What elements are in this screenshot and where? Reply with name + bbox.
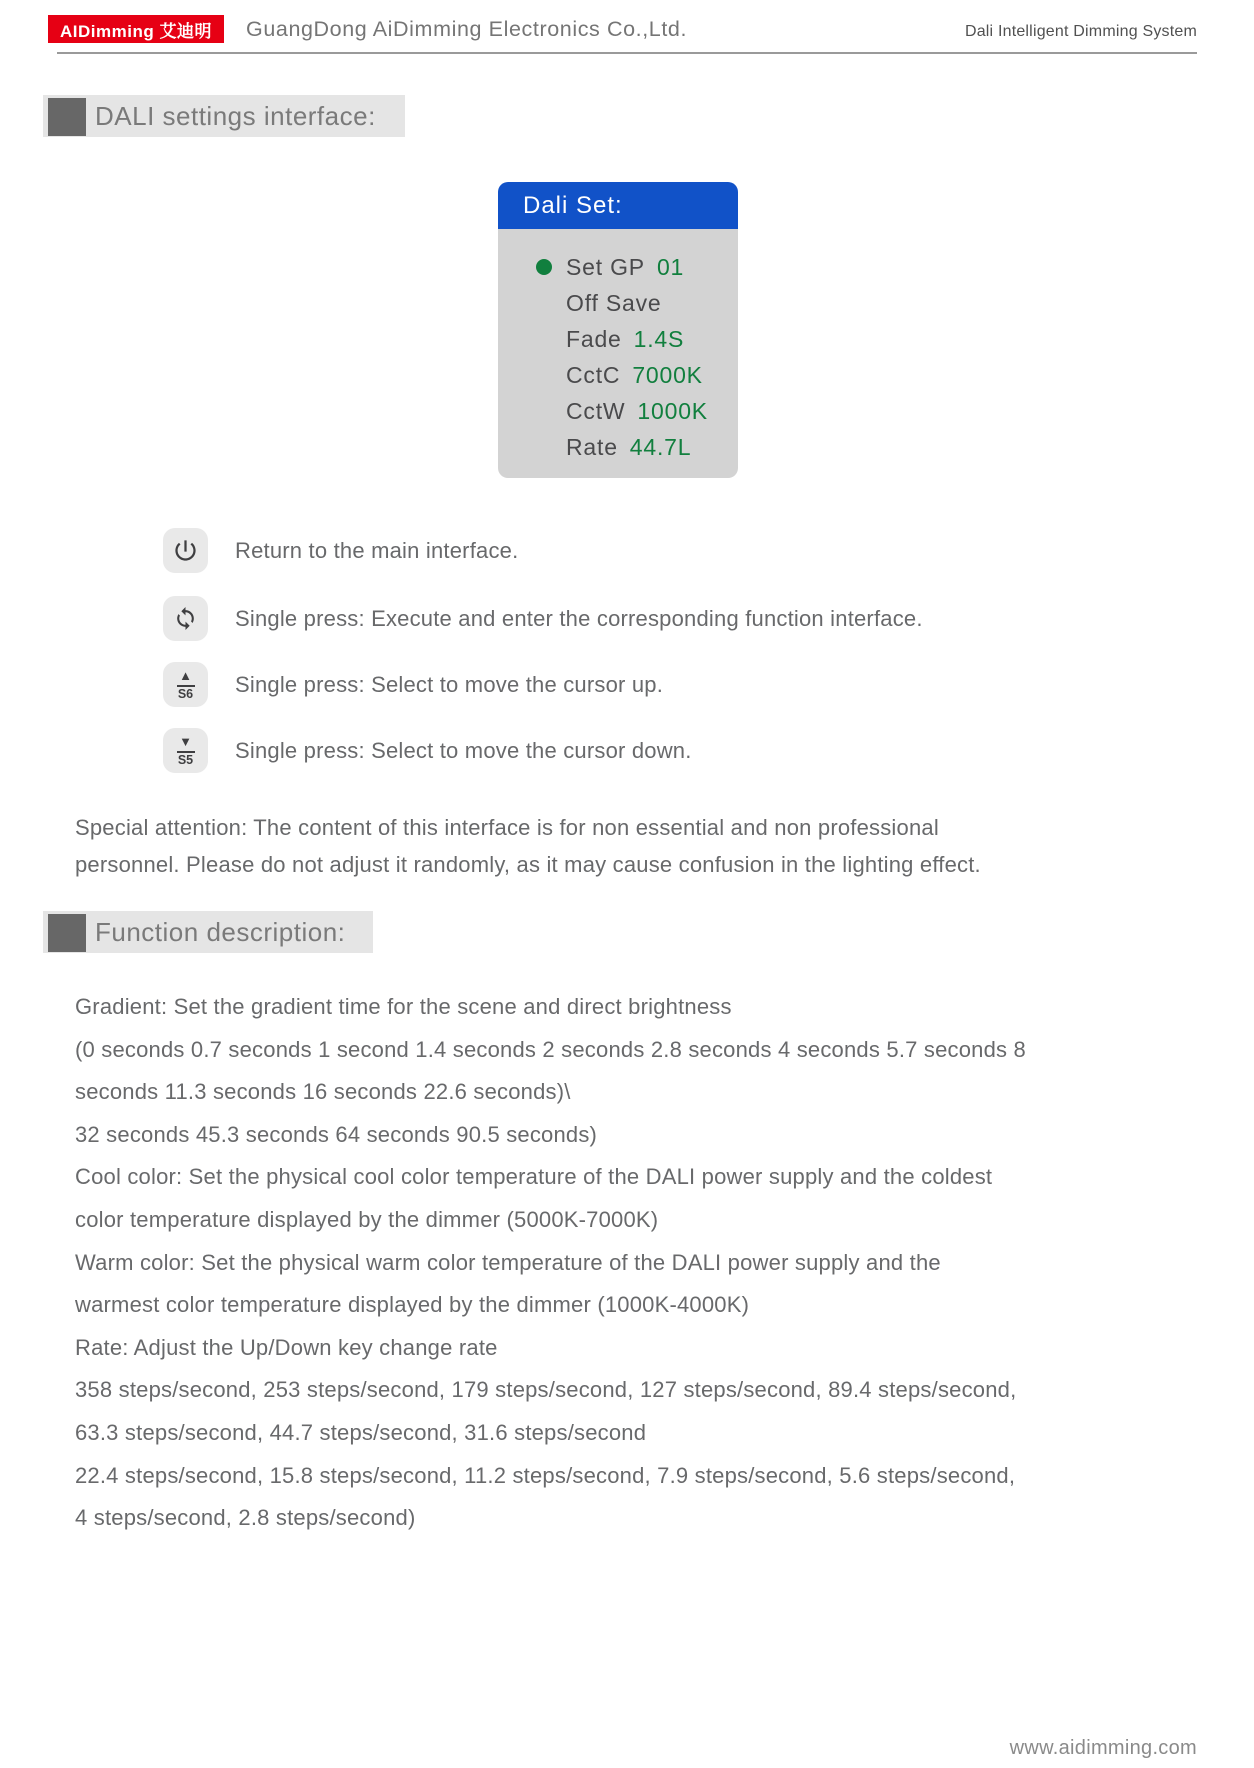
panel-item-value: 1000K <box>637 397 708 424</box>
power-button <box>163 528 208 573</box>
panel-row <box>498 429 738 465</box>
section-heading-dali-settings <box>43 95 405 137</box>
key-description: Return to the main interface. <box>235 537 519 563</box>
body-line: 32 seconds 45.3 seconds 64 seconds 90.5 seconds) <box>75 1121 598 1147</box>
panel-item-value: 44.7L <box>629 433 692 460</box>
body-line: seconds 11.3 seconds 16 seconds 22.6 seconds)\ <box>75 1079 571 1105</box>
section-heading-function-description <box>43 911 373 953</box>
website-url: www.aidimming.com <box>1009 1737 1197 1759</box>
note-line: personnel. Please do not adjust it randomly, as it may cause confusion in the lighting effect. <box>75 851 981 877</box>
panel-row <box>498 285 738 321</box>
body-line: Cool color: Set the physical cool color temperature of the DALI power supply and the coldest <box>75 1164 993 1190</box>
body-line: Warm color: Set the physical warm color temperature of the DALI power supply and the <box>75 1249 941 1275</box>
up-arrow-icon: ▲ <box>179 667 192 683</box>
panel-item-label: Fade <box>566 325 622 352</box>
brand-logo <box>48 15 224 43</box>
panel-item-value: 1.4S <box>633 325 685 352</box>
key-legend-row <box>163 662 663 707</box>
function-description-body <box>75 986 1026 1540</box>
body-line: Rate: Adjust the Up/Down key change rate <box>75 1334 498 1360</box>
down-arrow-icon: ▼ <box>179 733 192 749</box>
body-line: 358 steps/second, 253 steps/second, 179 steps/second, 127 steps/second, 89.4 steps/second, <box>75 1377 1017 1403</box>
note-line: Special attention: The content of this interface is for non essential and non professional <box>75 815 939 840</box>
key-description: Single press: Select to move the cursor up. <box>235 671 664 697</box>
section-title: Function description: <box>95 916 346 947</box>
brand-logo-text: AIDimming 艾迪明 <box>60 21 212 41</box>
heading-square-icon <box>48 98 86 136</box>
key-description: Single press: Execute and enter the corresponding function interface. <box>235 605 923 631</box>
panel-title: Dali Set: <box>498 182 738 229</box>
panel-row <box>498 357 738 393</box>
panel-item-value: 01 <box>656 253 685 280</box>
refresh-icon <box>173 606 198 631</box>
panel-item-label: Off Save <box>566 289 662 316</box>
cursor-down-button <box>163 728 208 773</box>
panel-row <box>498 249 738 285</box>
key-label: S6 <box>177 686 194 701</box>
panel-item-label: Set GP <box>566 253 645 280</box>
dali-set-panel <box>498 182 738 478</box>
section-title: DALI settings interface: <box>95 100 376 131</box>
body-line: (0 seconds 0.7 seconds 1 second 1.4 seconds 2 seconds 2.8 seconds 4 seconds 5.7 seconds 8 <box>75 1036 1026 1062</box>
body-line: 63.3 steps/second, 44.7 steps/second, 31.6 steps/second <box>75 1419 647 1445</box>
special-attention-note <box>75 810 981 883</box>
key-legend-row <box>163 728 692 773</box>
panel-item-value: 7000K <box>632 361 703 388</box>
header-divider <box>57 52 1197 54</box>
panel-row <box>498 393 738 429</box>
body-line: Gradient: Set the gradient time for the scene and direct brightness <box>75 994 732 1019</box>
body-line: 4 steps/second, 2.8 steps/second) <box>75 1505 416 1531</box>
product-name: Dali Intelligent Dimming System <box>964 23 1197 40</box>
body-line: warmest color temperature displayed by the dimmer (1000K-4000K) <box>75 1292 750 1318</box>
panel-item-label: CctW <box>566 397 626 424</box>
cursor-bullet-icon <box>536 259 552 275</box>
body-line: color temperature displayed by the dimmer (5000K-7000K) <box>75 1206 659 1232</box>
panel-body <box>498 229 738 478</box>
power-icon <box>172 537 199 564</box>
body-line: 22.4 steps/second, 15.8 steps/second, 11.2 steps/second, 7.9 steps/second, 5.6 steps/second, <box>75 1462 1016 1488</box>
panel-row <box>498 321 738 357</box>
key-legend-row <box>163 596 923 641</box>
panel-item-label: Rate <box>566 433 618 460</box>
heading-square-icon <box>48 914 86 952</box>
panel-item-label: CctC <box>566 361 621 388</box>
key-label: S5 <box>177 752 194 767</box>
execute-button <box>163 596 208 641</box>
key-description: Single press: Select to move the cursor down. <box>235 737 692 763</box>
company-name: GuangDong AiDimming Electronics Co.,Ltd. <box>246 17 688 41</box>
key-legend-row <box>163 528 518 573</box>
cursor-up-button <box>163 662 208 707</box>
